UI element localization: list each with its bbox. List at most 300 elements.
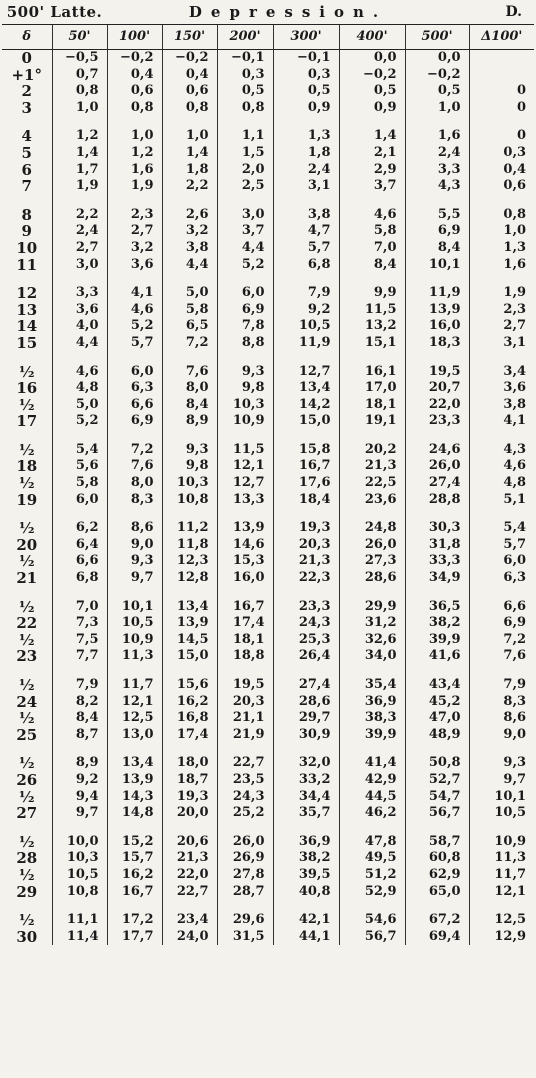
value-cell: 8,6 [107, 520, 162, 537]
angle-cell: 18 [16, 458, 38, 476]
value-cell: 11,9 [273, 335, 339, 352]
table-row [2, 710, 534, 727]
value-cell: 47,8 [339, 834, 405, 851]
value-cell: 23,5 [217, 772, 273, 789]
value-cell: 35,7 [273, 805, 339, 822]
table-row [2, 285, 534, 302]
value-cell: 12,7 [273, 364, 339, 381]
value-cell: 8,4 [52, 710, 107, 727]
value-cell: 2,2 [162, 178, 217, 195]
value-cell: 20,7 [405, 380, 469, 397]
value-cell: 9,9 [339, 285, 405, 302]
table-row [2, 537, 534, 554]
value-cell: 28,6 [273, 694, 339, 711]
value-cell: 8,0 [162, 380, 217, 397]
value-cell: 42,9 [339, 772, 405, 789]
value-cell: 6,4 [52, 537, 107, 554]
value-cell: 0 [469, 128, 534, 145]
value-cell: 28,6 [339, 570, 405, 587]
value-cell: 8,4 [405, 240, 469, 257]
value-cell: 10,5 [469, 805, 534, 822]
value-cell: 31,2 [339, 615, 405, 632]
table-row [2, 912, 534, 929]
depression-table [2, 0, 534, 945]
value-cell: 8,3 [107, 492, 162, 509]
value-cell: 13,9 [107, 772, 162, 789]
value-cell: −0,1 [273, 50, 339, 67]
value-cell: 13,4 [273, 380, 339, 397]
value-cell: 14,3 [107, 789, 162, 806]
value-cell: 6,3 [107, 380, 162, 397]
value-cell: 38,2 [405, 615, 469, 632]
angle-cell: ½ [18, 866, 35, 884]
value-cell: 9,3 [162, 442, 217, 459]
angle-cell: ½ [18, 553, 35, 571]
value-cell: 6,9 [217, 302, 273, 319]
value-cell: 10,1 [405, 257, 469, 274]
value-cell: 8,6 [469, 710, 534, 727]
table-row [2, 397, 534, 414]
value-cell: 10,9 [469, 834, 534, 851]
value-cell: 9,3 [469, 755, 534, 772]
value-cell: 13,0 [107, 727, 162, 744]
value-cell: 4,4 [52, 335, 107, 352]
table-row [2, 648, 534, 665]
value-cell: 5,0 [162, 285, 217, 302]
angle-cell: 13 [16, 301, 38, 319]
value-cell: 7,5 [52, 632, 107, 649]
value-cell: 24,3 [217, 789, 273, 806]
value-cell: 3,4 [469, 364, 534, 381]
value-cell: 11,5 [217, 442, 273, 459]
value-cell: 2,4 [405, 145, 469, 162]
value-cell: 12,8 [162, 570, 217, 587]
value-cell: 30,3 [405, 520, 469, 537]
value-cell: 13,9 [162, 615, 217, 632]
value-cell: 5,2 [217, 257, 273, 274]
table-row [2, 772, 534, 789]
table-row [2, 162, 534, 179]
value-cell: 5,7 [469, 537, 534, 554]
value-cell: 4,1 [469, 413, 534, 430]
value-cell: 28,7 [217, 884, 273, 901]
table-row [2, 805, 534, 822]
value-cell: 26,4 [273, 648, 339, 665]
value-cell: 10,1 [469, 789, 534, 806]
group-spacer [2, 352, 534, 364]
value-cell: 1,0 [469, 223, 534, 240]
table-row [2, 67, 534, 84]
value-cell: 11,3 [107, 648, 162, 665]
value-cell: 6,8 [52, 570, 107, 587]
value-cell: 6,9 [107, 413, 162, 430]
value-cell: 4,8 [52, 380, 107, 397]
value-cell: 11,7 [107, 677, 162, 694]
value-cell: 0,5 [339, 83, 405, 100]
value-cell: 11,8 [162, 537, 217, 554]
group-spacer [2, 195, 534, 207]
value-cell: 3,0 [217, 207, 273, 224]
value-cell: 3,7 [217, 223, 273, 240]
table-row [2, 727, 534, 744]
value-cell: 16,2 [162, 694, 217, 711]
value-cell: 18,3 [405, 335, 469, 352]
value-cell: 7,9 [52, 677, 107, 694]
table-row [2, 145, 534, 162]
value-cell: 9,7 [52, 805, 107, 822]
angle-cell: 23 [16, 648, 38, 665]
value-cell: 0,4 [469, 162, 534, 179]
table-row [2, 50, 534, 67]
value-cell: 1,0 [162, 128, 217, 145]
value-cell: 21,3 [339, 458, 405, 475]
value-cell: 5,0 [52, 397, 107, 414]
value-cell: 0,6 [469, 178, 534, 195]
angle-cell: +1° [11, 66, 42, 84]
table-row [2, 240, 534, 257]
value-cell: 4,6 [469, 458, 534, 475]
angle-cell: ½ [18, 755, 35, 772]
value-cell: 22,7 [217, 755, 273, 772]
value-cell: 13,4 [107, 755, 162, 772]
angle-cell: 26 [16, 771, 38, 789]
value-cell: 50,8 [405, 755, 469, 772]
value-cell: 11,9 [405, 285, 469, 302]
value-cell: 5,7 [273, 240, 339, 257]
value-cell: 2,5 [217, 178, 273, 195]
value-cell: 10,5 [107, 615, 162, 632]
value-cell: 5,4 [52, 442, 107, 459]
value-cell: 7,2 [107, 442, 162, 459]
value-cell: 43,4 [405, 677, 469, 694]
value-cell: 1,0 [52, 100, 107, 117]
table-row [2, 492, 534, 509]
value-cell: 12,3 [162, 553, 217, 570]
value-cell: 2,7 [469, 318, 534, 335]
value-cell: 10,5 [52, 867, 107, 884]
value-cell: 17,7 [107, 929, 162, 946]
value-cell: 24,6 [405, 442, 469, 459]
value-cell: 36,9 [339, 694, 405, 711]
angle-cell: 16 [16, 380, 38, 397]
value-cell: 4,4 [162, 257, 217, 274]
group-spacer [2, 430, 534, 442]
table-row [2, 475, 534, 492]
value-cell: 0,8 [162, 100, 217, 117]
value-cell: 26,0 [339, 537, 405, 554]
angle-cell: ½ [18, 363, 35, 381]
value-cell: 0,8 [217, 100, 273, 117]
table-row [2, 570, 534, 587]
column-header-row [2, 25, 534, 50]
group-spacer [2, 116, 534, 128]
angle-cell: 22 [16, 615, 38, 632]
angle-cell: 0 [21, 49, 32, 67]
value-cell: 1,8 [273, 145, 339, 162]
value-cell: 39,9 [339, 727, 405, 744]
value-cell: 23,4 [162, 912, 217, 929]
value-cell: 25,3 [273, 632, 339, 649]
value-cell: 0,5 [217, 83, 273, 100]
table-row [2, 755, 534, 772]
value-cell: 22,5 [339, 475, 405, 492]
value-cell: 18,0 [162, 755, 217, 772]
value-cell: 13,3 [217, 492, 273, 509]
value-cell: 18,1 [339, 397, 405, 414]
value-cell: 11,5 [339, 302, 405, 319]
value-cell: 0,0 [339, 50, 405, 67]
value-cell: 54,6 [339, 912, 405, 929]
value-cell: 15,2 [107, 834, 162, 851]
table-row [2, 223, 534, 240]
table-row [2, 520, 534, 537]
value-cell: 56,7 [339, 929, 405, 946]
value-cell: 10,1 [107, 599, 162, 616]
value-cell: 29,9 [339, 599, 405, 616]
value-cell: 0,6 [107, 83, 162, 100]
value-cell: 3,2 [107, 240, 162, 257]
value-cell: 22,0 [162, 867, 217, 884]
value-cell: 17,4 [162, 727, 217, 744]
value-cell: 22,7 [162, 884, 217, 901]
value-cell: 5,8 [162, 302, 217, 319]
value-cell: 0,5 [405, 83, 469, 100]
value-cell: 13,9 [405, 302, 469, 319]
value-cell: 8,4 [339, 257, 405, 274]
value-cell: 0 [469, 83, 534, 100]
value-cell: 20,2 [339, 442, 405, 459]
value-cell: 3,8 [162, 240, 217, 257]
value-cell: 3,3 [52, 285, 107, 302]
value-cell: 23,6 [339, 492, 405, 509]
value-cell: 54,7 [405, 789, 469, 806]
value-cell: 7,2 [469, 632, 534, 649]
value-cell: 2,4 [52, 223, 107, 240]
value-cell: 6,0 [217, 285, 273, 302]
value-cell: 2,7 [107, 223, 162, 240]
value-cell: 15,8 [273, 442, 339, 459]
value-cell: 0,5 [273, 83, 339, 100]
value-cell: 6,2 [52, 520, 107, 537]
column-header: δ [2, 25, 52, 50]
value-cell: 0,3 [273, 67, 339, 84]
value-cell: 10,9 [107, 632, 162, 649]
table-row [2, 632, 534, 649]
value-cell: −0,2 [339, 67, 405, 84]
value-cell: 6,6 [52, 553, 107, 570]
value-cell: 12,1 [107, 694, 162, 711]
value-cell: 46,2 [339, 805, 405, 822]
value-cell: 18,4 [273, 492, 339, 509]
table-row [2, 380, 534, 397]
table-row [2, 442, 534, 459]
value-cell: 35,4 [339, 677, 405, 694]
value-cell: 3,2 [162, 223, 217, 240]
value-cell: 10,9 [217, 413, 273, 430]
column-header: 300' [273, 25, 339, 50]
value-cell: 5,6 [52, 458, 107, 475]
value-cell: 19,3 [273, 520, 339, 537]
value-cell: 9,2 [52, 772, 107, 789]
value-cell: 2,6 [162, 207, 217, 224]
value-cell: 47,0 [405, 710, 469, 727]
value-cell: 5,8 [52, 475, 107, 492]
value-cell: 52,9 [339, 884, 405, 901]
group-spacer [2, 273, 534, 285]
value-cell: 12,5 [469, 912, 534, 929]
table-row [2, 694, 534, 711]
value-cell: −0,5 [52, 50, 107, 67]
angle-cell: 20 [16, 536, 38, 554]
value-cell: 9,8 [162, 458, 217, 475]
value-cell: 5,5 [405, 207, 469, 224]
value-cell: 21,9 [217, 727, 273, 744]
value-cell: 3,6 [52, 302, 107, 319]
angle-cell: ½ [18, 710, 35, 727]
value-cell: 1,9 [107, 178, 162, 195]
group-spacer [2, 587, 534, 599]
value-cell: 10,3 [162, 475, 217, 492]
angle-cell: 27 [16, 805, 38, 822]
value-cell: 1,3 [273, 128, 339, 145]
value-cell: 15,0 [162, 648, 217, 665]
value-cell: 5,8 [339, 223, 405, 240]
value-cell: 34,0 [339, 648, 405, 665]
value-cell: 34,4 [273, 789, 339, 806]
value-cell: 1,0 [405, 100, 469, 117]
value-cell: 51,2 [339, 867, 405, 884]
value-cell: 1,1 [217, 128, 273, 145]
value-cell: 19,5 [217, 677, 273, 694]
value-cell [469, 50, 534, 67]
value-cell: 7,9 [273, 285, 339, 302]
value-cell: 12,7 [217, 475, 273, 492]
value-cell: 7,6 [107, 458, 162, 475]
angle-cell: 6 [21, 161, 32, 179]
value-cell: 16,7 [217, 599, 273, 616]
value-cell: 10,3 [52, 850, 107, 867]
value-cell: 29,7 [273, 710, 339, 727]
value-cell: 30,9 [273, 727, 339, 744]
value-cell: 32,6 [339, 632, 405, 649]
angle-cell: ½ [18, 833, 35, 851]
value-cell: 33,2 [273, 772, 339, 789]
value-cell: 1,5 [217, 145, 273, 162]
angle-cell: ½ [18, 631, 35, 649]
value-cell: 20,3 [273, 537, 339, 554]
value-cell: 0 [469, 100, 534, 117]
value-cell: 29,6 [217, 912, 273, 929]
value-cell: 2,2 [52, 207, 107, 224]
table-row [2, 364, 534, 381]
value-cell: 4,3 [469, 442, 534, 459]
group-spacer [2, 508, 534, 520]
value-cell: 31,8 [405, 537, 469, 554]
value-cell: 7,7 [52, 648, 107, 665]
value-cell: −0,1 [217, 50, 273, 67]
value-cell: 22,0 [405, 397, 469, 414]
value-cell: 9,0 [107, 537, 162, 554]
table-title-main: Depression. [107, 0, 469, 25]
value-cell: 12,1 [469, 884, 534, 901]
value-cell: 39,9 [405, 632, 469, 649]
value-cell: 2,9 [339, 162, 405, 179]
value-cell: 16,1 [339, 364, 405, 381]
value-cell: 25,2 [217, 805, 273, 822]
value-cell: 0,3 [469, 145, 534, 162]
value-cell: 0,6 [162, 83, 217, 100]
value-cell: 60,8 [405, 850, 469, 867]
value-cell: 56,7 [405, 805, 469, 822]
value-cell: 4,6 [107, 302, 162, 319]
value-cell: 5,2 [107, 318, 162, 335]
value-cell: 38,2 [273, 850, 339, 867]
value-cell: 6,6 [469, 599, 534, 616]
value-cell: 10,0 [52, 834, 107, 851]
value-cell: 45,2 [405, 694, 469, 711]
value-cell: 27,3 [339, 553, 405, 570]
value-cell: 6,0 [469, 553, 534, 570]
value-cell: 20,6 [162, 834, 217, 851]
value-cell: 19,5 [405, 364, 469, 381]
value-cell: 4,1 [107, 285, 162, 302]
table-row [2, 850, 534, 867]
angle-cell: 4 [21, 128, 32, 145]
table-row [2, 867, 534, 884]
value-cell: 21,3 [273, 553, 339, 570]
value-cell: 1,4 [52, 145, 107, 162]
value-cell: 26,9 [217, 850, 273, 867]
value-cell: 17,2 [107, 912, 162, 929]
value-cell: 4,8 [469, 475, 534, 492]
value-cell: 7,6 [469, 648, 534, 665]
table-row [2, 178, 534, 195]
table-title-right: D. [469, 0, 534, 25]
value-cell: 9,0 [469, 727, 534, 744]
value-cell: 9,3 [107, 553, 162, 570]
value-cell: 8,3 [469, 694, 534, 711]
value-cell: 8,7 [52, 727, 107, 744]
value-cell: 2,1 [339, 145, 405, 162]
value-cell: 6,0 [107, 364, 162, 381]
value-cell: 16,7 [107, 884, 162, 901]
angle-cell: 7 [21, 178, 32, 195]
value-cell: 38,3 [339, 710, 405, 727]
angle-cell: 21 [16, 570, 38, 587]
value-cell: 1,0 [107, 128, 162, 145]
value-cell: 4,6 [339, 207, 405, 224]
value-cell: 12,9 [469, 929, 534, 946]
value-cell: 0,8 [107, 100, 162, 117]
value-cell: 23,3 [273, 599, 339, 616]
value-cell: 3,6 [469, 380, 534, 397]
value-cell: 58,7 [405, 834, 469, 851]
value-cell: 7,0 [52, 599, 107, 616]
angle-cell: ½ [18, 598, 35, 616]
value-cell: 2,3 [469, 302, 534, 319]
table-row [2, 207, 534, 224]
value-cell: 9,7 [469, 772, 534, 789]
value-cell: 7,8 [217, 318, 273, 335]
angle-cell: 17 [16, 413, 38, 430]
value-cell: 26,0 [405, 458, 469, 475]
angle-cell: 12 [16, 285, 38, 302]
value-cell: 9,3 [217, 364, 273, 381]
angle-cell: 30 [16, 928, 38, 946]
value-cell: 48,9 [405, 727, 469, 744]
value-cell: 3,8 [469, 397, 534, 414]
value-cell: 9,7 [107, 570, 162, 587]
